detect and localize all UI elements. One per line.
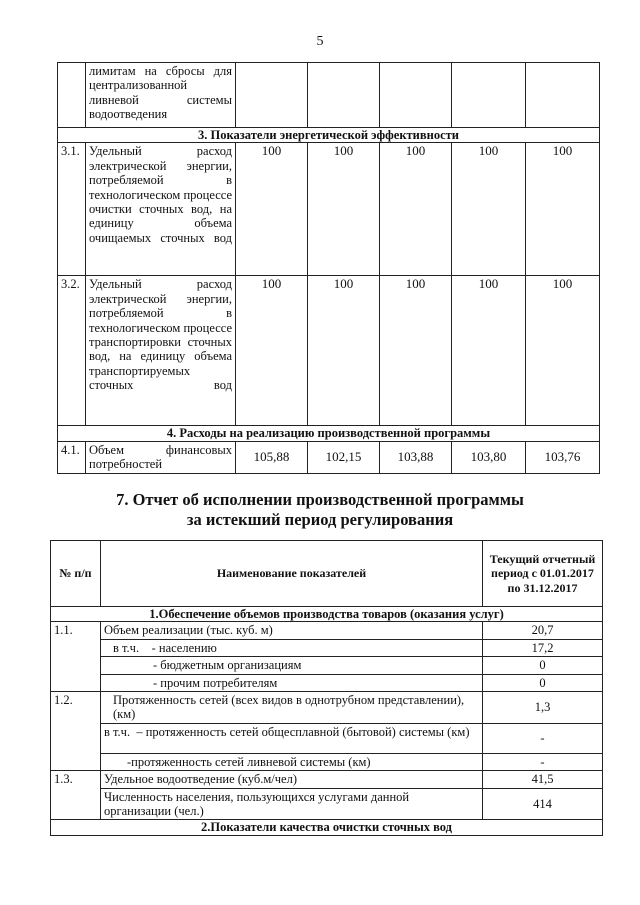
section-title: 1.Обеспечение объемов производства товаров (оказания услуг) <box>51 607 603 622</box>
indicator-name: лимитам на сбросы для централизованной ливневой системы водоотведения <box>86 63 236 128</box>
table-row <box>58 276 600 426</box>
table-row <box>51 692 603 724</box>
column-header-num: № п/п <box>51 541 101 607</box>
row-number: 4.1. <box>58 441 86 473</box>
section-row <box>51 607 603 622</box>
value-cell: 105,88 <box>236 441 308 473</box>
section-row <box>51 820 603 835</box>
indicator-name: Удельный расход электрической энергии, потребляемой в технологическом процессе очистки сточных вод, на единицу объема очищаемых сточных вод <box>86 143 236 276</box>
section-heading-line1: 7. Отчет об исполнении производственной программы <box>116 490 524 509</box>
value-cell: 100 <box>308 143 380 276</box>
header-row <box>51 541 603 607</box>
table-row <box>51 788 603 820</box>
value-cell: 100 <box>380 276 452 426</box>
indicator-name: в т.ч. – протяженность сетей общесплавной (бытовой) системы (км) <box>101 723 483 753</box>
indicator-name: Протяженность сетей (всех видов в однотрубном представлении), (км) <box>101 692 483 724</box>
section-title: 4. Расходы на реализацию производственной программы <box>58 426 600 441</box>
value-cell: 103,76 <box>526 441 600 473</box>
row-number: 3.1. <box>58 143 86 276</box>
section-row <box>58 426 600 441</box>
value-cell: 100 <box>526 276 600 426</box>
value-cell: 414 <box>483 788 603 820</box>
section-title: 2.Показатели качества очистки сточных вод <box>51 820 603 835</box>
value-cell: 41,5 <box>483 771 603 788</box>
row-number: 3.2. <box>58 276 86 426</box>
indicator-name: Удельное водоотведение (куб.м/чел) <box>101 771 483 788</box>
column-header-name: Наименование показателей <box>101 541 483 607</box>
row-number: 1.2. <box>51 692 101 771</box>
row-number: 1.1. <box>51 622 101 692</box>
table-row <box>51 639 603 656</box>
indicator-name: Численность населения, пользующихся услугами данной организации (чел.) <box>101 788 483 820</box>
indicator-name: Объем реализации (тыс. куб. м) <box>101 622 483 639</box>
value-cell: - <box>483 753 603 770</box>
value-cell: 20,7 <box>483 622 603 639</box>
table-row <box>51 771 603 788</box>
table-row <box>51 674 603 691</box>
table-cell <box>308 63 380 128</box>
value-cell: 100 <box>452 143 526 276</box>
table-row <box>51 753 603 770</box>
table-cell <box>526 63 600 128</box>
table-cell <box>236 63 308 128</box>
indicator-name: - бюджетным организациям <box>101 657 483 674</box>
value-cell: 100 <box>236 276 308 426</box>
report-table <box>50 540 603 836</box>
value-cell: 17,2 <box>483 639 603 656</box>
indicator-name: в т.ч. - населению <box>101 639 483 656</box>
value-cell: 0 <box>483 657 603 674</box>
value-cell: 102,15 <box>308 441 380 473</box>
column-header-period: Текущий отчетный период с 01.01.2017 по 31.12.2017 <box>483 541 603 607</box>
indicator-name: Удельный расход электрической энергии, потребляемой в технологическом процессе транспортировки сточных вод, на единицу объема транспортируемых сточных вод <box>86 276 236 426</box>
value-cell: 100 <box>236 143 308 276</box>
section-row <box>58 128 600 143</box>
table-row <box>58 441 600 473</box>
table-row <box>58 143 600 276</box>
table-row <box>51 657 603 674</box>
indicator-name: - прочим потребителям <box>101 674 483 691</box>
section-heading-line2: за истекший период регулирования <box>186 510 454 529</box>
row-number: 1.3. <box>51 771 101 820</box>
indicator-name: Объем финансовых потребностей <box>86 441 236 473</box>
value-cell: 100 <box>526 143 600 276</box>
table-row <box>51 622 603 639</box>
table-row <box>51 723 603 753</box>
value-cell: 103,80 <box>452 441 526 473</box>
value-cell: 0 <box>483 674 603 691</box>
value-cell: 100 <box>452 276 526 426</box>
value-cell: - <box>483 723 603 753</box>
page-number: 5 <box>316 34 324 49</box>
value-cell: 103,88 <box>380 441 452 473</box>
section-title: 3. Показатели энергетической эффективности <box>58 128 600 143</box>
table-cell <box>452 63 526 128</box>
value-cell: 1,3 <box>483 692 603 724</box>
indicators-table-continued <box>57 62 600 474</box>
table-cell <box>380 63 452 128</box>
value-cell: 100 <box>380 143 452 276</box>
value-cell: 100 <box>308 276 380 426</box>
indicator-name: -протяженность сетей ливневой системы (км) <box>101 753 483 770</box>
table-row <box>58 63 600 128</box>
table-cell <box>58 63 86 128</box>
